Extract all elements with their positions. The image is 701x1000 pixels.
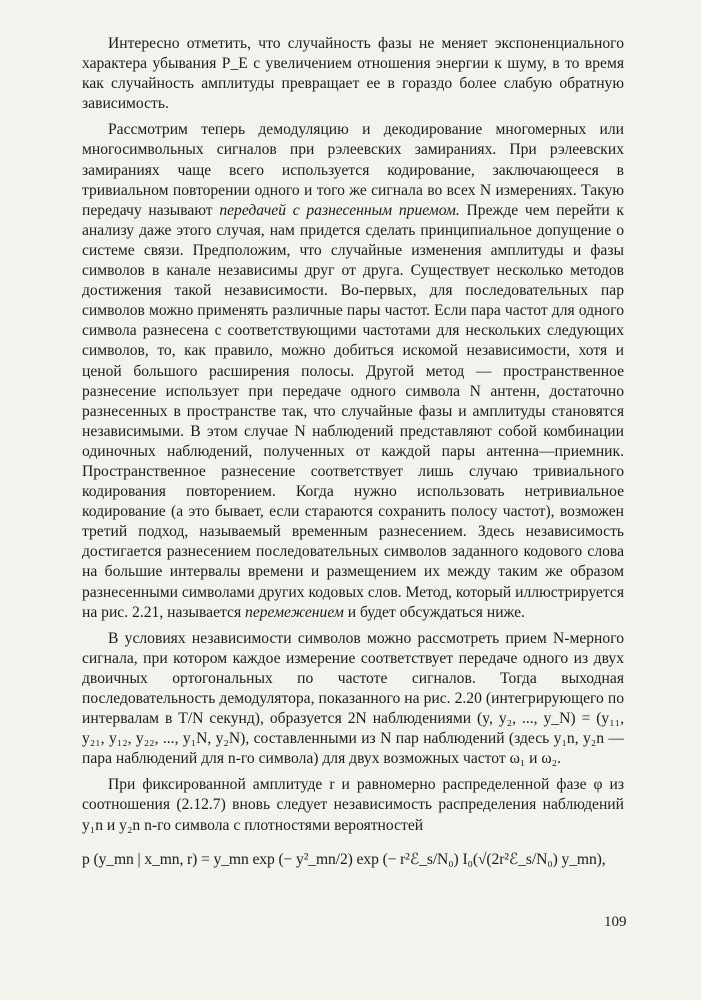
equation: p (y_mn | x_mn, r) = y_mn exp (− y²_mn/2) exp (− r²ℰ_s/N₀) I₀(√(2r²ℰ_s/N₀) y_mn), — [82, 850, 606, 868]
term-interleaving: перемежением — [245, 603, 344, 621]
paragraph-4: При фиксированной амплитуде r и равномерно распределенной фазе φ из соотношения (2.12.7) вновь следует независимость распределения наблюдений y₁n и y₂n n-го символа с плотностями вероятностей — [82, 776, 624, 834]
term-diversity-reception: передачей с разнесенным приемом. — [219, 201, 460, 219]
paragraph-2 — [82, 120, 624, 622]
paragraph-2-text-c: и будет обсуждаться ниже. — [347, 603, 525, 621]
page-body — [82, 34, 624, 870]
paragraph-2-text-b: Прежде чем перейти к анализу даже этого случая, нам придется сделать принципиальное допущение о системе связи. Предположим, что случайные изменения амплитуды и фазы символов в канале независимы друг от друга. Существует несколько методов достижения такой независимости. Во-первых, для последовательных пар символов можно применять различные пары частот. Если пара частот для одного символа разнесена с соответствующими частотами для нескольких следующих символов, то, как правило, можно добиться искомой независимости, хотя и ценой большого расширения полосы. Другой метод — пространственное разнесение использует при передаче одного символа N антенн, достаточно разнесенных в пространстве так, что случайные фазы и амплитуды становятся независимыми. В этом случае N наблюдений представляют собой комбинации одиночных наблюдений, полученных от каждой пары антенна—приемник. Пространственное разнесение соответствует лишь случаю тривиального кодирования повторением. Когда нужно использовать нетривиальное кодирование (а это бывает, если стараются сохранить полосу частот), возможен третий подход, называемый временным разнесением. Здесь независимость достигается разнесением последовательных символов заданного кодового слова на большие интервалы времени и размещением их между таким же образом разнесенными символами других кодовых слов. Метод, который иллюстрируется на рис. 2.21, называется — [82, 201, 624, 621]
page-number: 109 — [604, 914, 627, 930]
paragraph-3: В условиях независимости символов можно рассмотреть прием N-мерного сигнала, при котором каждое измерение соответствует передаче одного из двух двоичных ортогональных по частоте сигналов. Тогда выходная последовательность демодулятора, показанного на рис. 2.20 (интегрирующего по интервалам в T/N секунд), образуется 2N наблюдениями (y, y₂, ..., y_N) = (y₁₁, y₂₁, y₁₂, y₂₂, ..., y₁N, y₂N), составленными из N пар наблюдений (здесь y₁n, y₂n — пара наблюдений для n-го символа) для двух возможных частот ω₁ и ω₂. — [82, 629, 624, 768]
paragraph-1: Интересно отметить, что случайность фазы не меняет экспоненциального характера убывания P_E с увеличением отношения энергии к шуму, в то время как случайность амплитуды превращает ее в гораздо более слабую обратную зависимость. — [82, 35, 624, 113]
paragraph-2-text-a: Рассмотрим теперь демодуляцию и декодирование многомерных или многосимвольных сигналов при рэлеевских замираниях. При рэлеевских замираниях чаще всего используется кодирование, заключающееся в тривиальном повторении одного и того же сигнала во всех N измерениях. Такую передачу называют — [82, 121, 624, 219]
